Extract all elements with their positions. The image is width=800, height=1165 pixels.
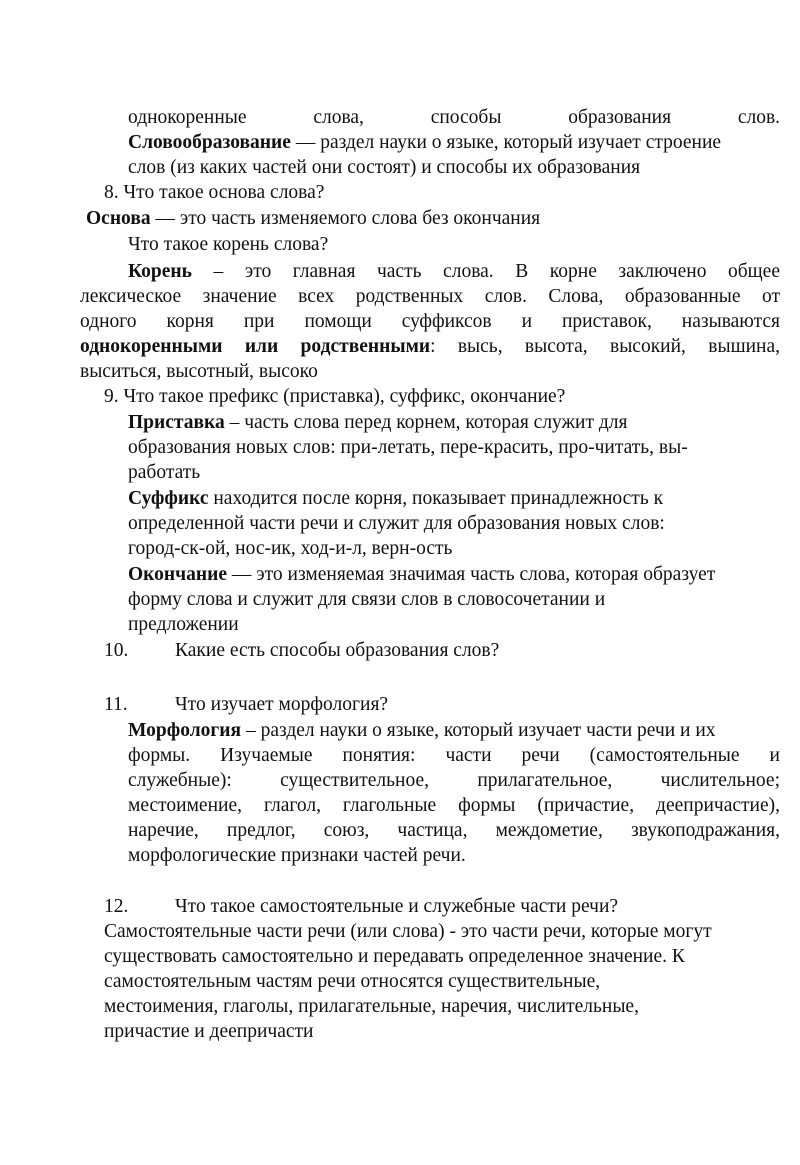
term: Суффикс xyxy=(128,488,209,509)
question-root: Что такое корень слова? xyxy=(128,234,329,255)
text-line: форму слова и служит для связи слов в словосочетании и xyxy=(128,589,606,610)
text-line: Самостоятельные части речи (или слова) - это части речи, которые могут xyxy=(104,921,712,942)
word: способы xyxy=(430,107,502,128)
text-line: формы. Изучаемые понятия: части речи (самостоятельные и xyxy=(128,745,780,766)
term-definition xyxy=(128,410,627,435)
term: Окончание xyxy=(128,564,228,585)
word: слов. xyxy=(737,107,781,128)
text-line: местоимения, глаголы, прилагательные, наречия, числительные, xyxy=(104,996,639,1017)
word: однокоренные xyxy=(128,107,247,128)
term: Морфология xyxy=(128,720,242,741)
definition-text: – раздел науки о языке, который изучает части речи и их xyxy=(241,720,716,741)
definition-text: : высь, высота, высокий, вышина, xyxy=(430,336,780,357)
definition-text: – часть слова перед корнем, которая служит для xyxy=(224,412,628,433)
term-definition xyxy=(128,130,721,155)
text-line: лексическое значение всех родственных слов. Слова, образованные от xyxy=(80,286,780,307)
text-line: одного корня при помощи суффиксов и приставок, называются xyxy=(80,311,780,332)
term: Основа xyxy=(86,208,151,229)
question-11-number: 11. xyxy=(104,694,128,715)
text-line: наречие, предлог, союз, частица, междометие, звукоподражания, xyxy=(128,820,780,841)
term: Приставка xyxy=(128,412,225,433)
text-line: местоимение, глагол, глагольные формы (причастие, деепричастие), xyxy=(128,795,780,816)
term: однокоренными или родственными xyxy=(80,336,431,357)
text-line xyxy=(128,105,780,130)
text-line: предложении xyxy=(128,614,239,635)
word: образования xyxy=(568,107,672,128)
text-line: служебные): существительное, прилагательное, числительное; xyxy=(128,770,780,791)
text-line: причастие и деепричасти xyxy=(104,1021,314,1042)
text-line: самостоятельным частям речи относятся существительные, xyxy=(104,971,601,992)
term-definition xyxy=(128,562,715,587)
question-10: Какие есть способы образования слов? xyxy=(175,640,500,661)
term-definition xyxy=(128,486,663,511)
text-line xyxy=(80,334,780,359)
word: слова, xyxy=(313,107,364,128)
text-line: город-ск-ой, нос-ик, ход-и-л, верн-ость xyxy=(128,538,453,559)
definition-text: — раздел науки о языке, который изучает строение xyxy=(290,132,722,153)
question-12-number: 12. xyxy=(104,896,129,917)
term-definition xyxy=(128,259,780,284)
term: Корень xyxy=(128,261,192,282)
text-line: морфологические признаки частей речи. xyxy=(128,845,466,866)
definition-text: — это изменяемая значимая часть слова, которая образует xyxy=(227,564,716,585)
question-9: 9. Что такое префикс (приставка), суффикс, окончание? xyxy=(104,386,566,407)
question-12: Что такое самостоятельные и служебные части речи? xyxy=(175,896,619,917)
text-line: выситься, высотный, высоко xyxy=(80,361,318,382)
definition-text: находится после корня, показывает принадлежность к xyxy=(208,488,664,509)
text-line: слов (из каких частей они состоят) и способы их образования xyxy=(128,157,641,178)
term-definition xyxy=(86,206,540,231)
text-line: работать xyxy=(128,462,201,483)
text-line: определенной части речи и служит для образования новых слов: xyxy=(128,513,665,534)
term: Словообразование xyxy=(128,132,291,153)
definition-text: — это часть изменяемого слова без окончания xyxy=(150,208,541,229)
question-10-number: 10. xyxy=(104,640,129,661)
text-line: существовать самостоятельно и передавать определенное значение. К xyxy=(104,946,685,967)
text-line: образования новых слов: при-летать, пере-красить, про-читать, вы- xyxy=(128,437,688,458)
term-definition xyxy=(128,718,716,743)
question-11: Что изучает морфология? xyxy=(175,694,389,715)
question-8: 8. Что такое основа слова? xyxy=(104,182,325,203)
definition-text: – это главная часть слова. В корне заключено общее xyxy=(191,261,780,282)
